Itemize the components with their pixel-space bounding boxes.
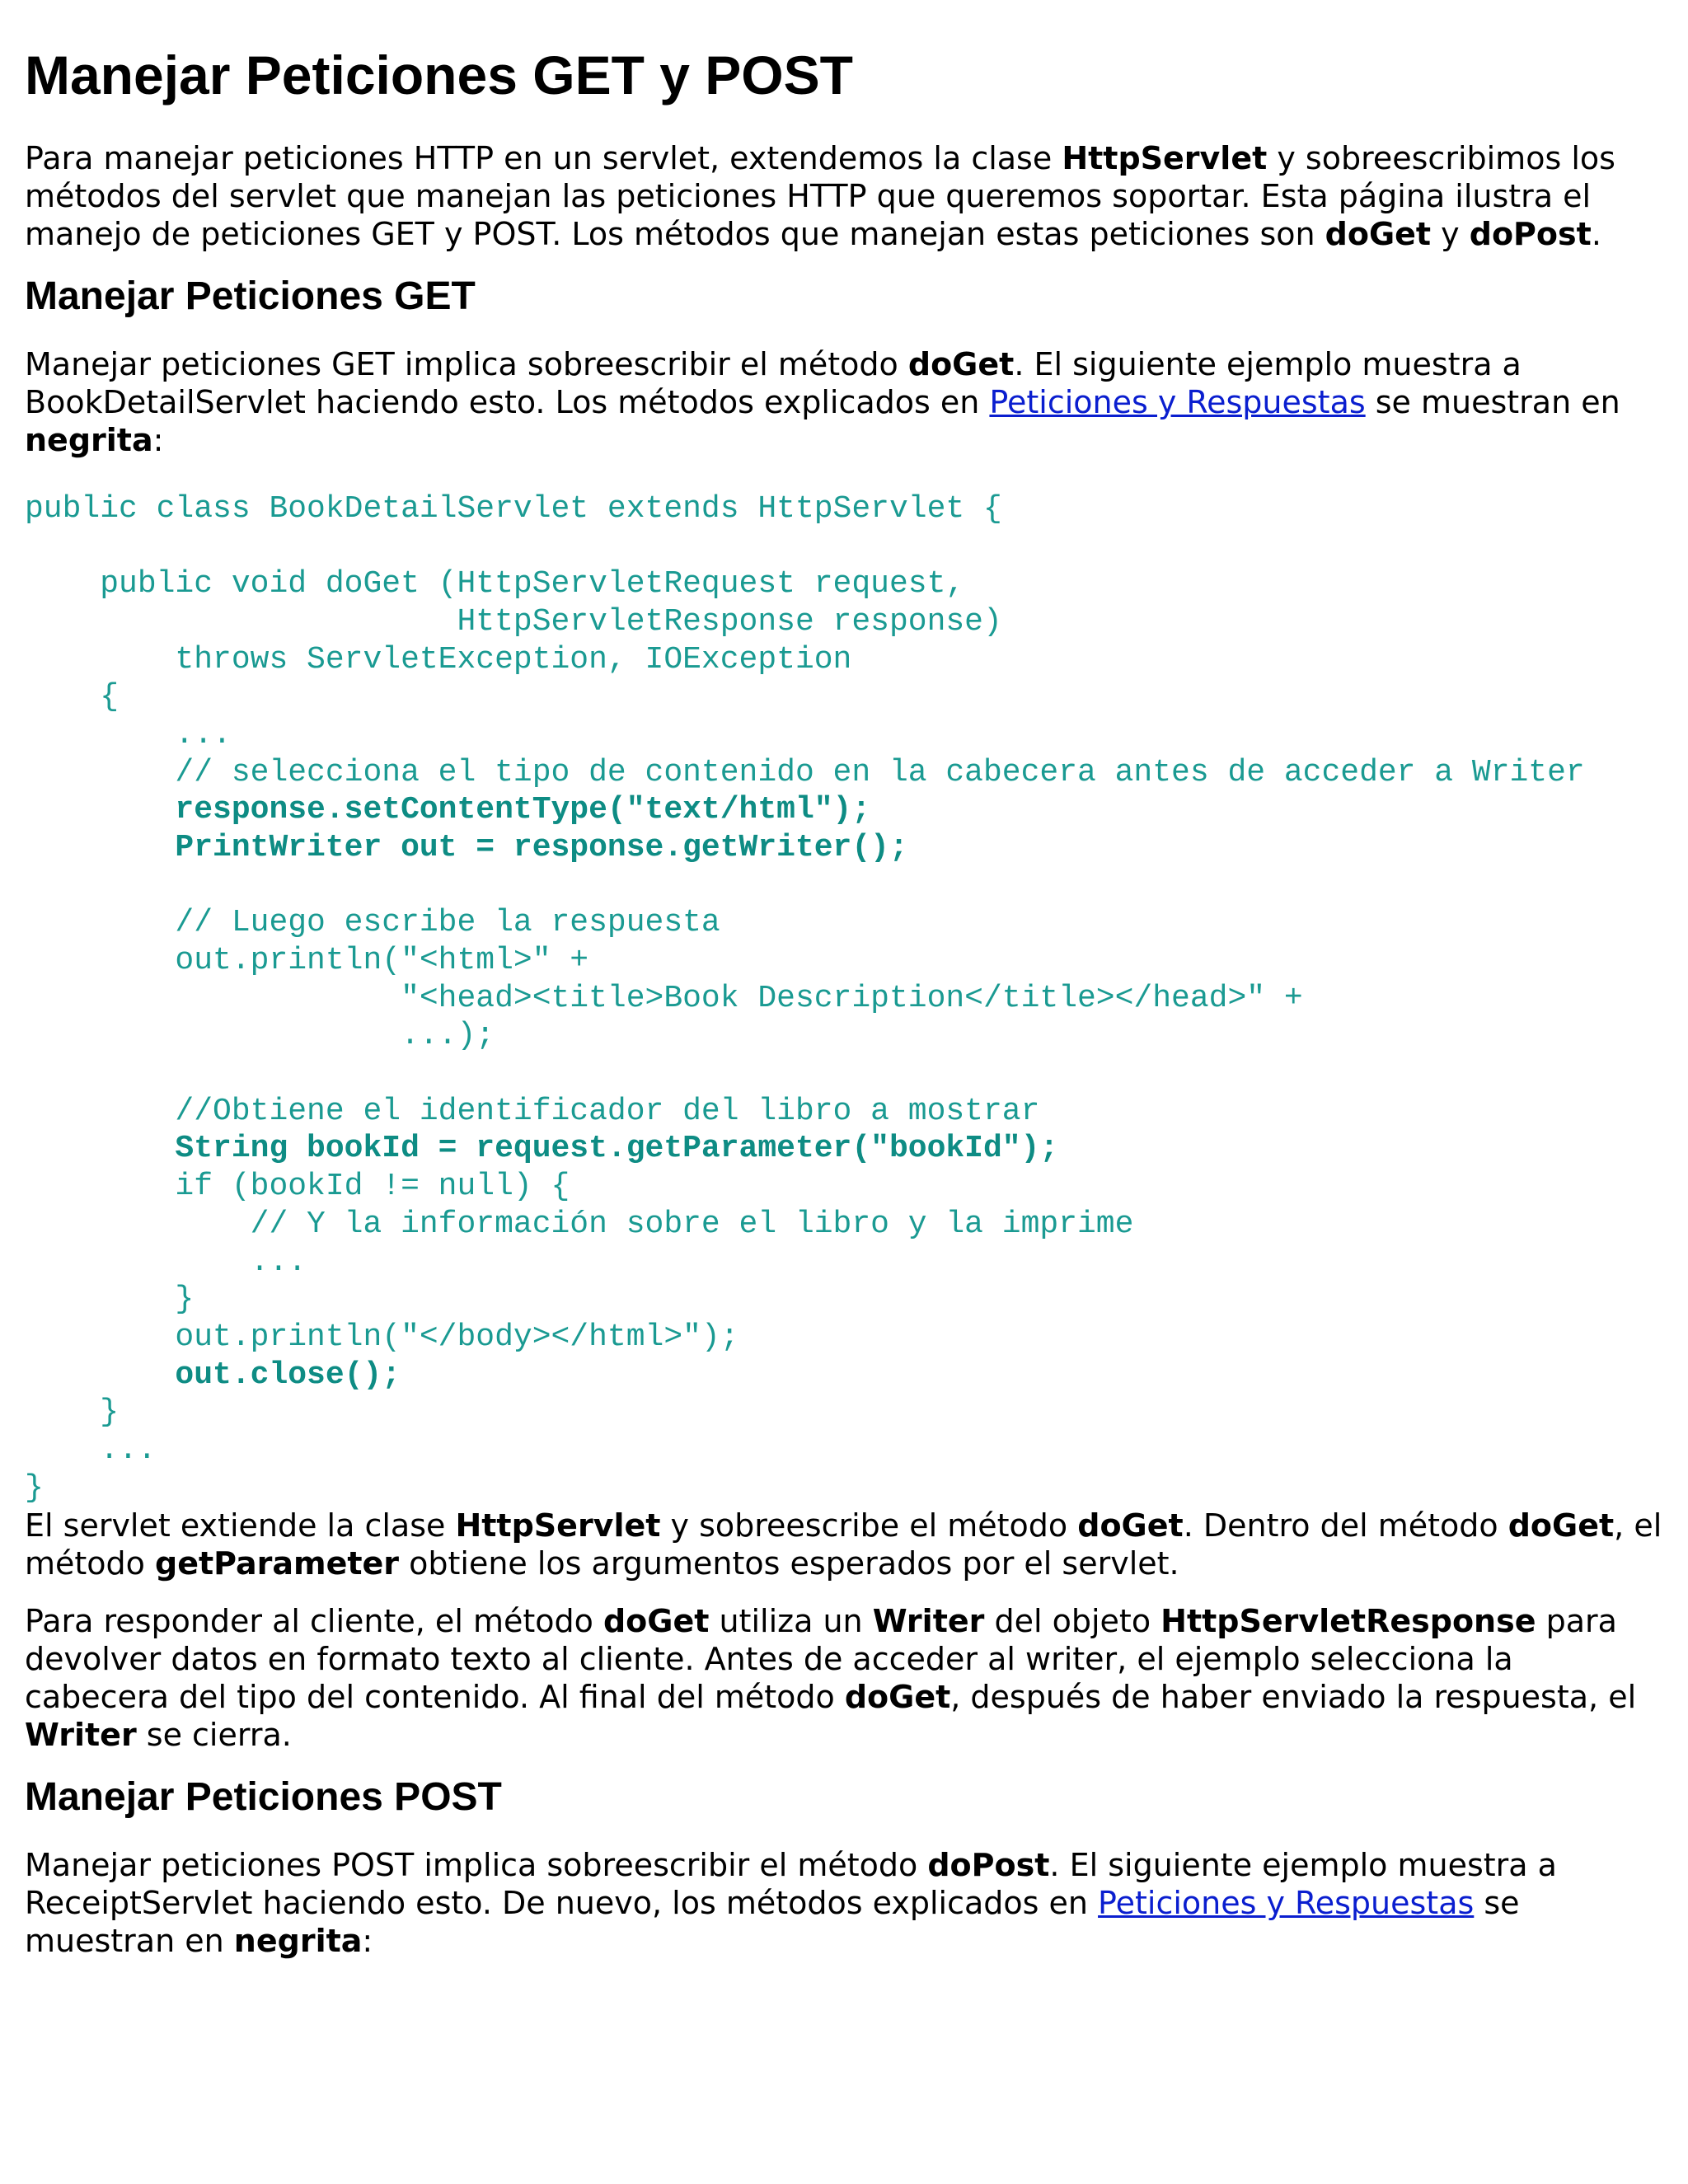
get-para-text: se muestran en (1365, 383, 1620, 420)
response-doget: doGet (844, 1679, 951, 1716)
code-line: } (25, 1469, 44, 1506)
explanation-text: y sobreescribe el método (660, 1507, 1078, 1544)
response-writer: Writer (872, 1603, 985, 1640)
page-title: Manejar Peticiones GET y POST (25, 45, 853, 105)
get-para-negrita: negrita (25, 421, 153, 458)
intro-httpservlet: HttpServlet (1062, 140, 1268, 177)
explanation-getparameter: getParameter (155, 1545, 400, 1582)
response-text: del objeto (984, 1603, 1161, 1640)
code-line (25, 867, 1663, 905)
code-line: { (25, 679, 120, 715)
response-text: para devolver datos en formato texto al cliente. Antes de acceder al writer, el ejemplo selecciona la cabecera del tipo del contenido. Al final del método (25, 1603, 1617, 1716)
code-line: public class BookDetailServlet extends HttpServlet { (25, 490, 1002, 527)
post-para-text: Manejar peticiones POST implica sobreescribir el método (25, 1846, 928, 1883)
code-line: // Y la información sobre el libro y la imprime (25, 1206, 1134, 1242)
explanation-doget: doGet (1507, 1507, 1615, 1544)
get-section-heading: Manejar Peticiones GET (25, 274, 476, 319)
explanation-text: , el método (25, 1507, 1662, 1582)
intro-text: . (1591, 216, 1601, 253)
response-text: , después de haber enviado la respuesta, el (950, 1679, 1637, 1716)
explanation-httpservlet: HttpServlet (455, 1507, 661, 1544)
post-para-text: . El siguiente ejemplo muestra a ReceiptServlet haciendo esto. De nuevo, los métodos explicados en (25, 1846, 1557, 1921)
code-line: //Obtiene el identificador del libro a mostrar (25, 1093, 1040, 1129)
code-line: HttpServletResponse response) (25, 603, 1002, 640)
code-line: out.println("<html>" + (25, 943, 589, 979)
peticiones-respuestas-link[interactable]: Peticiones y Respuestas (989, 383, 1366, 420)
code-line (25, 1055, 1663, 1093)
get-para-text: Manejar peticiones GET implica sobreescribir el método (25, 345, 908, 382)
intro-paragraph (25, 139, 1663, 253)
code-line: ... (25, 716, 232, 752)
code-line: } (25, 1282, 195, 1318)
post-para-text: se muestran en (25, 1884, 1520, 1959)
intro-text: y sobreescribimos los métodos del servlet que manejan las peticiones HTTP que queremos soportar. Esta página ilustra el manejo de peticiones GET y POST. Los métodos que manejan estas peticiones son (25, 140, 1615, 253)
code-line: PrintWriter out = response.getWriter(); (25, 829, 908, 865)
code-line: out.close(); (25, 1357, 401, 1393)
servlet-explanation-paragraph (25, 1507, 1663, 1582)
code-line (25, 527, 1663, 565)
explanation-text: . Dentro del método (1183, 1507, 1508, 1544)
code-line: } (25, 1394, 120, 1431)
explanation-text: obtiene los argumentos esperados por el servlet. (399, 1545, 1179, 1582)
code-line: ... (25, 1432, 157, 1468)
code-line: public void doGet (HttpServletRequest request, (25, 566, 965, 602)
intro-dopost: doPost (1469, 216, 1592, 253)
response-explanation-paragraph (25, 1602, 1663, 1754)
response-text: utiliza un (709, 1603, 873, 1640)
code-line: throws ServletException, IOException (25, 641, 852, 677)
code-block-bookdetailservlet (25, 490, 1663, 1507)
peticiones-respuestas-link[interactable]: Peticiones y Respuestas (1098, 1884, 1475, 1921)
intro-text: Para manejar peticiones HTTP en un servlet, extendemos la clase (25, 140, 1062, 177)
get-para-doget: doGet (907, 345, 1015, 382)
code-line: ... (25, 1244, 307, 1280)
get-section-paragraph (25, 345, 1663, 459)
response-text: se cierra. (136, 1717, 292, 1754)
response-writer: Writer (25, 1717, 137, 1754)
get-para-text: : (152, 421, 164, 458)
get-para-text: . El siguiente ejemplo muestra a BookDetailServlet haciendo esto. Los métodos explicados en (25, 345, 1522, 420)
code-line: "<head><title>Book Description</title></head>" + (25, 980, 1303, 1016)
post-section-heading: Manejar Peticiones POST (25, 1775, 502, 1820)
code-line: String bookId = request.getParameter("bookId"); (25, 1131, 1059, 1167)
code-line: if (bookId != null) { (25, 1169, 570, 1205)
response-doget: doGet (603, 1603, 710, 1640)
post-para-text: : (362, 1922, 373, 1959)
code-line: // selecciona el tipo de contenido en la cabecera antes de acceder a Writer (25, 754, 1585, 790)
post-section-paragraph (25, 1846, 1663, 1960)
post-para-dopost: doPost (927, 1846, 1050, 1883)
code-line: ...); (25, 1018, 495, 1054)
explanation-text: El servlet extiende la clase (25, 1507, 456, 1544)
intro-text: y (1431, 216, 1470, 253)
response-text: Para responder al cliente, el método (25, 1603, 603, 1640)
post-para-negrita: negrita (233, 1922, 363, 1959)
code-line: response.setContentType("text/html"); (25, 792, 871, 828)
response-httpservletresponse: HttpServletResponse (1160, 1603, 1536, 1640)
code-line: // Luego escribe la respuesta (25, 905, 720, 941)
code-line: out.println("</body></html>"); (25, 1319, 739, 1355)
intro-doget: doGet (1325, 216, 1432, 253)
explanation-doget: doGet (1077, 1507, 1184, 1544)
